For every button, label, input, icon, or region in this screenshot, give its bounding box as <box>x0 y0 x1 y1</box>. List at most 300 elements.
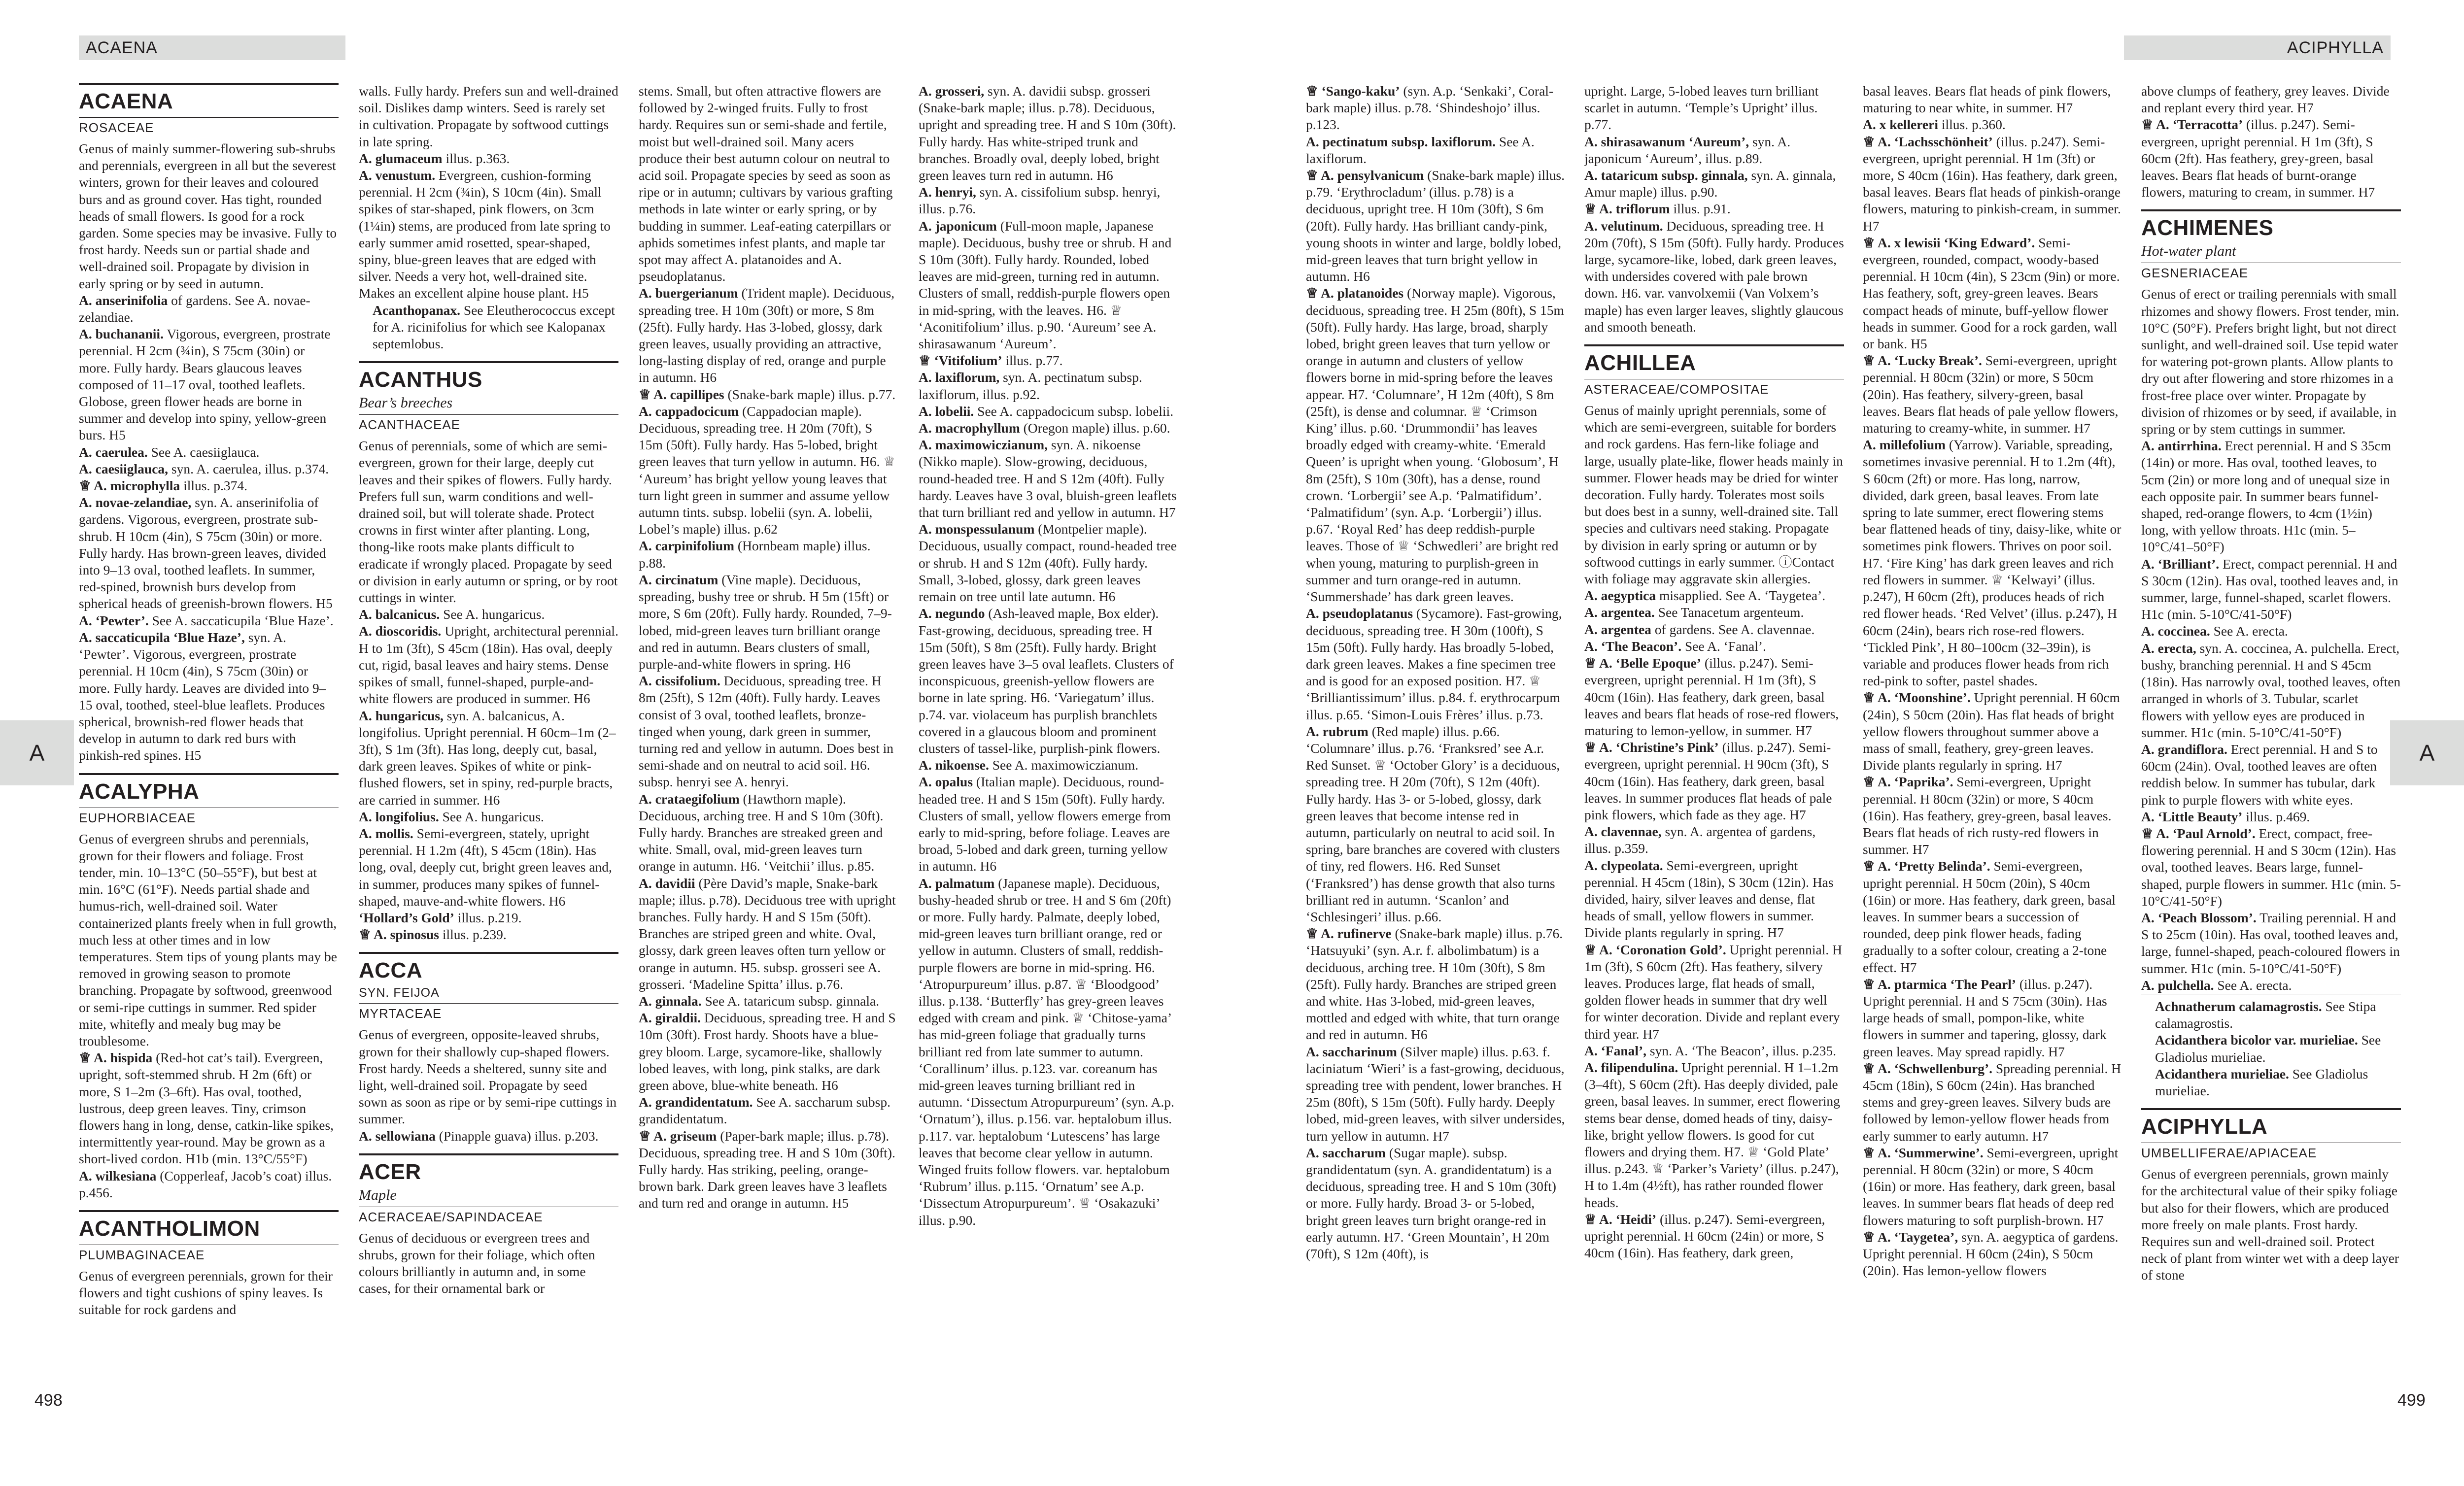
plant-entry <box>2141 438 2401 555</box>
plant-entry <box>1584 201 1844 217</box>
entry-text: (illus. p.247). Semi-evergreen, upright perennial. H 1m (3ft), S 60cm (2ft). Has feathery, grey-green, basal leaves. Bears flat heads of burnt-orange flowers, maturing to cream, in summer. H7 <box>2141 117 2375 200</box>
entry-text: (Yarrow). Variable, spreading, sometimes invasive perennial. H to 1.2m (4ft), S 60cm (2ft) or more. Has long, narrow, divided, dark green, basal leaves. From late spring to late summer, erect flowering stems bear flattened heads of tiny, daisy-like, white or sometimes pink flowers. Thrives on poor soil. H7. ‘Fire King’ has dark green leaves and rich red flowers in summer. ♕ ‘Kelwayi’ (illus. p.247), H 60cm (2ft), produces heads of rich red flower heads. ‘Red Velvet’ (illus. p.247), H 60cm (24in), bears rich rose-red flowers. ‘Tickled Pink’, H 80–100cm (32–39in), is variable and produces flower heads from rich red-pink to softer, pastel shades. <box>1863 437 2122 689</box>
entry-name: A. velutinum. <box>1584 218 1663 234</box>
plant-entry <box>919 757 1178 774</box>
entry-text: See A. erecta. <box>2214 977 2292 993</box>
entry-text: syn. A. caerulea, illus. p.374. <box>168 461 329 476</box>
entry-name: A. wilkesiana <box>79 1168 157 1183</box>
entry-text: See A. saccharum subsp. grandidentatum. <box>639 1094 891 1127</box>
entry-name: A. coccinea. <box>2141 623 2210 639</box>
family-name: ACANTHACEAE <box>359 414 618 434</box>
entry-name: Acidanthera bicolor var. murieliae. <box>2155 1032 2358 1048</box>
entry-text: (Silver maple) illus. p.63. f. laciniatum ‘Wieri’ is a fast-growing, deciduous, spreading tree with pendent, lower branches. H 25m (80ft), S 15m (50ft). Fully hardy. Deeply lobed, mid-green leaves, with silver undersides, turn yellow in autumn. H7 <box>1306 1044 1565 1144</box>
genus-heading: ACANTHUS <box>359 361 618 394</box>
entry-name: A. shirasawanum ‘Aureum’, <box>1584 134 1749 149</box>
plant-entry <box>1306 723 1566 925</box>
page-number: 499 <box>2397 1391 2426 1410</box>
entry-name: ♕ ‘Sango-kaku’ <box>1306 83 1400 99</box>
plant-entry <box>2141 83 2401 116</box>
entry-text: See A. hungaricus. <box>440 607 545 622</box>
family-name: GESNERIACEAE <box>2141 263 2401 282</box>
entry-name: A. mollis. <box>359 825 413 841</box>
entry-name: A. tataricum subsp. ginnala, <box>1584 168 1748 183</box>
entry-name: Acidanthera murieliae. <box>2155 1066 2289 1081</box>
entry-text: See A. ‘Fanal’. <box>1681 638 1766 654</box>
genus-description: Genus of mainly upright perennials, some of which are semi-evergreen, suitable for borders and rock gardens. Has fern-like foliage and large, usually plate-like, flower heads mainly in summer. Flower heads may be dried for winter decoration. Fully hardy. Tolerates most soils but does best in a sunny, well-drained site. Tall species and cultivars need staking. Propagate by division in early spring or autumn or by softwood cuttings in early summer. ⓘContact with foliage may aggravate skin allergies. <box>1584 403 1843 587</box>
entry-text: Erect, compact, free-flowering perennial. H and S 30cm (12in). Has oval, toothed leaves. Bears large, funnel-shaped, purple flowers in summer. H1c (min. 5-10°C/41-50°F) <box>2141 825 2401 909</box>
entry-name: ♕ A. platanoides <box>1306 285 1404 301</box>
plant-entry <box>1306 1145 1566 1262</box>
text-column <box>1863 83 2122 1423</box>
entry-name: A. argentea <box>1584 621 1651 637</box>
entry-name: A. aegyptica <box>1584 588 1656 604</box>
entry-name: ♕ A. ‘Christine’s Pink’ <box>1584 740 1719 755</box>
section-tab: A <box>0 720 74 785</box>
entry-name: A. cissifolium. <box>639 673 720 689</box>
entry-name: A. novae-zelandiae, <box>79 495 192 510</box>
entry-name: A. ‘Brilliant’. <box>2141 556 2220 572</box>
entry-text: (Red-hot cat’s tail). Evergreen, upright, soft-stemmed shrub. H 2m (6ft) or more, S 1–2m (3–6ft). Has oval, toothed, lustrous, deep green leaves. Tiny, crimson flowers hang in long, dense, catkin-like spikes, intermittently year-round. May be grown as a short-lived cordon. H1b (min. 13°C/55°F) <box>79 1050 334 1167</box>
entry-name: A. x kellereri <box>1863 117 1938 133</box>
plant-entry <box>79 292 339 326</box>
entry-text: (illus. p.247). Semi-evergreen, upright perennial. H 1m (3ft) or more, S 40cm (16in). Has feathery, dark green, basal leaves. Bears flat heads of pinkish-orange flowers, maturing to pinkish-cream, in summer. H7 <box>1863 134 2121 234</box>
entry-name: ♕ A. rufinerve <box>1306 926 1392 942</box>
entry-text: (Montpelier maple). Deciduous, usually compact, round-headed tree or shrub. H and S 12m (40ft). Fully hardy. Small, 3-lobed, glossy, dark green leaves remain on tree until late autumn. H6 <box>919 521 1177 605</box>
genus-heading: ACHILLEA <box>1584 344 1844 377</box>
entry-text: (Paper-bark maple; illus. p.78). Deciduous, spreading tree. H and S 10m (30ft). Fully hardy. Has striking, peeling, orange-brown bark. Dark green leaves have 3 leaflets and turn red and orange in autumn. H5 <box>639 1128 895 1211</box>
entry-name: A. ‘The Beacon’. <box>1584 638 1682 654</box>
plant-entry <box>919 774 1178 875</box>
plant-entry <box>919 420 1178 437</box>
entry-name: A. erecta, <box>2141 640 2196 656</box>
plant-entry <box>639 1010 898 1094</box>
plant-entry <box>639 285 898 386</box>
entry-name: A. laxiflorum, <box>919 370 1000 385</box>
plant-entry <box>1584 1043 1844 1059</box>
entry-text: walls. Fully hardy. Prefers sun and well-drained soil. Dislikes damp winters. Seed is rarely set in cultivation. Propagate by softwood cuttings in late spring. <box>359 83 618 149</box>
entry-text: basal leaves. Bears flat heads of pink flowers, maturing to near white, in summer. H7 <box>1863 83 2111 116</box>
entry-name: A. venustum. <box>359 168 436 183</box>
entry-text: upright. Large, 5-lobed leaves turn brilliant scarlet in autumn. ‘Temple’s Upright’ illus. p.77. <box>1584 83 1819 133</box>
plant-entry <box>1584 857 1844 942</box>
entry-name: A. grandidentatum. <box>639 1094 753 1110</box>
plant-entry <box>919 403 1178 420</box>
entry-text: (illus. p.247). Semi-evergreen, upright perennial. H 60cm (24in) or more, S 40cm (16in). Has feathery, dark green, <box>1584 1211 1825 1261</box>
entry-text: (Cappadocian maple). Deciduous, spreading tree. H 20m (70ft), S 15m (50ft). Fully hardy. Has 5-lobed, bright green leaves that turn yellow in autumn. H6. ♕ ‘Aureum’ has bright yellow young leaves that turn light green in summer and assume yellow autumn tints. subsp. lobelii (syn. A. lobelii, Lobel’s maple) illus. p.62 <box>639 403 896 537</box>
entry-text: Upright perennial. H 1m (3ft), S 60cm (2ft). Has feathery, silvery leaves. Produces large, flat heads of small, golden flower heads in summer that dry well for winter decoration. Divide and replant every third year. H7 <box>1584 942 1842 1042</box>
entry-name: A. cappadocicum <box>639 403 739 419</box>
entry-text: Upright perennial. H 1–1.2m (3–4ft), S 60cm (2ft). Has deeply divided, pale green, basal leaves. In summer, erect flowering stems bear dense, domed heads of tiny, daisy-like, bright yellow flowers. Is good for cut flowers and drying them. H7. ♕ ‘Gold Plate’ illus. p.243. ♕ ‘Parker’s Variety’ (illus. p.247), H to 1.4m (4½ft), has rather rounded flower heads. <box>1584 1059 1840 1210</box>
entry-text: (Snake-bark maple) illus. p.79. ‘Erythrocladum’ (illus. p.78) is a deciduous, upright tree. H 10m (30ft), S 6m (20ft). Fully hardy. Has brilliant candy-pink, young shoots in winter and large, boldly lobed, mid-green leaves that turn bright yellow in autumn. H6 <box>1306 168 1565 284</box>
entry-text: Deciduous, spreading tree. H 20m (70ft), S 15m (50ft). Fully hardy. Produces large, sycamore-like, lobed, dark green leaves, with undersides covered with pale brown down. H6. var. vanvolxemii (Van Volxem’s maple) has even larger leaves, slightly glaucous and smooth beneath. <box>1584 218 1844 335</box>
entry-name: A. clypeolata. <box>1584 857 1663 873</box>
entry-name: Achnatherum calamagrostis. <box>2155 998 2322 1014</box>
plant-entry <box>79 494 339 612</box>
plant-entry <box>919 218 1178 353</box>
plant-entry <box>639 1128 898 1212</box>
plant-entry <box>79 612 339 629</box>
entry-text: (illus. p.247). Semi-evergreen, upright perennial. H 1m (3ft), S 40cm (16in). Has feathery, dark green, basal leaves and bears flat heads of rose-red flowers, maturing to lemon-yellow, in summer. H7 <box>1584 655 1839 738</box>
entry-text: syn. A. aegyptica of gardens. Upright perennial. H 60cm (24in), S 50cm (20in). Has lemon-yellow flowers <box>1863 1229 2119 1279</box>
entry-text: (Sycamore). Fast-growing, deciduous, spreading tree. H 30m (100ft), S 15m (50ft). Fully hardy. Has broadly 5-lobed, dark green leaves. Makes a fine specimen tree and is good for an exposed position. H7. ♕ ‘Brilliantissimum’ illus. p.84. f. erythrocarpum illus. p.65. ‘Simon-Louis Frères’ illus. p.73. <box>1306 606 1562 722</box>
genus-heading: ACCA <box>359 952 618 984</box>
entry-text: Erect perennial. H and S 35cm (14in) or more. Has oval, toothed leaves, to 5cm (2in) or more long and of unequal size in each opposite pair. In summer bears funnel-shaped, red-orange flowers, to 4cm (1½in) long, with yellow throats. H1c (min. 5–10°C/41–50°F) <box>2141 438 2392 555</box>
entry-text: illus. p.219. <box>454 910 522 925</box>
genus-heading: ACIPHYLLA <box>2141 1108 2401 1141</box>
entry-text: (Vine maple). Deciduous, spreading, bushy tree or shrub. H 5m (15ft) or more, S 6m (20ft). Fully hardy. Rounded, 7–9-lobed, mid-green leaves turn brilliant orange and red in autumn. Bears clusters of small, purple-and-white flowers in spring. H6 <box>639 572 892 672</box>
entry-text: syn. A. argentea of gardens, illus. p.359. <box>1584 824 1816 856</box>
family-name: PLUMBAGINACEAE <box>79 1245 339 1264</box>
entry-text: (Snake-bark maple) illus. p.76. ‘Hatsuyuki’ (syn. A.r. f. albolimbatum) is a deciduous, arching tree. H 10m (30ft), S 8m (25ft). Fully hardy. Branches are striped green and white. Has 3-lobed, mid-green leaves, mottled and edged with white, that turn orange and red in autumn. H6 <box>1306 926 1563 1043</box>
plant-entry <box>1306 167 1566 285</box>
entry-text: Trailing perennial. H and S to 25cm (10in). Has oval, toothed leaves and, large, funnel-shaped, peach-coloured flowers in summer. H1c (min. 5-10°C/41-50°F) <box>2141 910 2400 976</box>
cross-reference <box>2141 994 2401 1032</box>
plant-entry <box>639 1094 898 1127</box>
plant-entry <box>919 184 1178 217</box>
entry-name: A. ‘Peach Blossom’. <box>2141 910 2257 925</box>
plant-entry <box>1863 437 2122 689</box>
entry-name: ‘Hollard’s Gold’ <box>359 910 454 925</box>
text-column <box>2141 83 2401 1423</box>
plant-entry <box>1584 587 1844 604</box>
entry-name: A. sellowiana <box>359 1128 436 1144</box>
plant-entry <box>359 83 618 150</box>
plant-entry <box>639 791 898 875</box>
entry-name: A. negundo <box>919 606 985 621</box>
plant-entry <box>639 83 898 285</box>
plant-entry <box>79 444 339 461</box>
page-number: 498 <box>34 1391 63 1410</box>
common-name: Hot-water plant <box>2141 243 2236 260</box>
entry-text: (Italian maple). Deciduous, round-headed tree. H and S 15m (50ft). Fully hardy. Clusters of small, yellow flowers emerge from early to mid-spring, before foliage. Leaves are broad, 5-lobed and dark green, turning yellow in autumn. H6 <box>919 774 1171 874</box>
entry-text: illus. p.77. <box>1002 353 1063 369</box>
entry-text: (Japanese maple). Deciduous, bushy-headed shrub or tree. H and S 6m (20ft) or more. Fully hardy. Palmate, deeply lobed, mid-green leaves turn brilliant orange, red or yellow in autumn. Clusters of small, reddish-purple flowers are borne in mid-spring. H6. ‘Atropurpureum’ illus. p.87. ♕ ‘Bloodgood’ illus. p.138. ‘Butterfly’ has grey-green leaves edged with cream and pink. ♕ ‘Chitose-yama’ has mid-green foliage that gradually turns brilliant red from late summer to autumn. ‘Corallinum’ illus. p.123. var. coreanum has mid-green leaves turning brilliant red in autumn. ‘Dissectum Atropurpureum’ (syn. A.p. ‘Ornatum’), illus. p.156. var. heptalobum illus. p.117. var. heptalobum ‘Lutescens’ has large leaves that become clear yellow in autumn. Winged fruits follow flowers. var. heptalobum ‘Rubrum’ illus. p.115. ‘Ornatum’ see A.p. ‘Dissectum Atropurpureum’. ♕ ‘Osakazuki’ illus. p.90. <box>919 875 1174 1228</box>
entry-name: A. clavennae, <box>1584 824 1662 840</box>
entry-name: A. grosseri, <box>919 83 985 99</box>
plant-entry <box>639 673 898 790</box>
entry-name: A. rubrum <box>1306 723 1369 739</box>
plant-entry <box>79 1049 339 1167</box>
entry-text: (Hornbeam maple) illus. p.88. <box>639 538 871 571</box>
entry-text: (Norway maple). Vigorous, deciduous, spreading tree. H 25m (80ft), S 15m (50ft). Fully hardy. Has large, broad, sharply lobed, bright green leaves that turn yellow or orange in autumn and clusters of yellow flowers borne in mid-spring before the leaves appear. H7. ‘Columnare’, H 12m (40ft), S 8m (25ft), is dense and columnar. ♕ ‘Crimson King’ illus. p.60. ‘Drummondii’ has leaves broadly edged with creamy-white. ‘Emerald Queen’ is upright when young. ‘Globosum’, H 8m (25ft), S 10m (30ft), has a dense, round crown. ‘Lorbergii’ see A.p. ‘Palmatifidum’. ‘Palmatifidum’ (syn. A.p. ‘Lorbergii’) illus. p.67. ‘Royal Red’ has deep reddish-purple leaves. Those of ♕ ‘Schwedleri’ are bright red when young, maturing to purplish-green in summer and turn orange-red in autumn. ‘Summershade’ has dark green leaves. <box>1306 285 1564 605</box>
entry-text: See A. tataricum subsp. ginnala. <box>701 993 880 1009</box>
entry-text: Upright perennial. H 60cm (24in), S 50cm (20in). Has flat heads of bright yellow flowers throughout summer above a mass of small, feathery, grey-green leaves. Divide plants regularly in spring. H7 <box>1863 690 2120 773</box>
plant-entry <box>2141 910 2401 977</box>
plant-entry <box>1306 605 1566 723</box>
family-name: ROSACEAE <box>79 117 339 136</box>
entry-name: ♕ A. capillipes <box>639 386 724 402</box>
entry-name: ♕ A. griseum <box>639 1128 717 1144</box>
entry-text: (Ash-leaved maple, Box elder). Fast-growing, deciduous, spreading tree. H 15m (50ft), S 8m (25ft). Fully hardy. Bright green leaves have 3–5 oval leaflets. Clusters of inconspicuous, greenish-yellow flowers are borne in late spring. H6. ‘Variegatum’ illus. p.74. var. violaceum has purplish branchlets covered in a glaucous bloom and prominent clusters of tassel-like, purplish-pink flowers. <box>919 606 1174 756</box>
entry-text: (illus. p.247). Upright perennial. H and S 75cm (30in). Has large heads of small, pompon-like, white flowers in summer and tapering, glossy, dark green leaves. May spread rapidly. H7 <box>1863 976 2107 1059</box>
entry-text: (Oregon maple) illus. p.60. <box>1020 420 1170 436</box>
entry-text: See Eleutherococcus except for A. ricinifolius for which see Kalopanax septemlobus. <box>373 302 615 352</box>
plant-entry <box>359 150 618 167</box>
plant-entry <box>1584 621 1844 638</box>
plant-entry <box>1863 1145 2122 1229</box>
entry-name: A. filipendulina. <box>1584 1059 1678 1075</box>
plant-entry <box>1584 83 1844 134</box>
entry-text: illus. p.91. <box>1670 201 1731 217</box>
family-name: ASTERACEAE/COMPOSITAE <box>1584 379 1844 398</box>
entry-name: A. balcanicus. <box>359 607 440 622</box>
cross-reference <box>359 302 618 353</box>
entry-name: A. saccharum <box>1306 1145 1386 1160</box>
entry-text: Erect perennial. H and S to 60cm (24in). Oval, toothed leaves are often reddish below. In summer has tubular, dark pink to purple flowers with white eyes. <box>2141 741 2378 808</box>
entry-name: Acanthopanax. <box>373 302 461 318</box>
entry-text: See A. hungaricus. <box>439 809 544 824</box>
plant-entry <box>919 83 1178 184</box>
entry-text: syn. A. ‘Pewter’. Vigorous, evergreen, prostrate perennial. H 10cm (4in), S 75cm (30in) or more. Fully hardy. Leaves are divided into 9–15 oval, toothed, steel-blue leaflets. Produces spherical, brownish-red flower heads that develop in autumn to dark red burs with pinkish-red spines. H5 <box>79 629 326 763</box>
plant-entry <box>1584 823 1844 857</box>
plant-entry <box>919 352 1178 369</box>
entry-text: (Copperleaf, Jacob’s coat) illus. p.456. <box>79 1168 332 1200</box>
entry-name: A. ‘Little Beauty’ <box>2141 809 2243 824</box>
entry-text: (syn. A.p. ‘Senkaki’, Coral-bark maple) illus. p.78. ‘Shindeshojo’ illus. p.123. <box>1306 83 1554 133</box>
entry-name: A. davidii <box>639 875 695 891</box>
entry-name: ♕ A. ptarmica ‘The Pearl’ <box>1863 976 2017 992</box>
entry-text: Erect, compact perennial. H and S 30cm (12in). Has oval, toothed leaves and, in summer, large, funnel-shaped, scarlet flowers. H1c (min. 5-10°C/41-50°F) <box>2141 556 2398 622</box>
plant-entry <box>1863 858 2122 976</box>
entry-name: A. maximowiczianum, <box>919 437 1048 453</box>
plant-entry <box>1863 352 2122 437</box>
plant-entry <box>919 369 1178 403</box>
plant-entry <box>1306 925 1566 1043</box>
text-column <box>1306 83 1566 1423</box>
plant-entry <box>359 825 618 910</box>
entry-text: See A. erecta. <box>2210 623 2288 639</box>
entry-name: A. monspessulanum <box>919 521 1035 537</box>
entry-text: syn. A. japonicum ‘Aureum’, illus. p.89. <box>1584 134 1791 166</box>
entry-text: of gardens. See A. clavennae. <box>1651 621 1815 637</box>
entry-text: illus. p.363. <box>442 150 510 166</box>
plant-entry <box>639 386 898 403</box>
entry-text: See A. cappadocicum subsp. lobelii. <box>974 403 1174 419</box>
right-page <box>1232 0 2464 1486</box>
plant-entry <box>79 629 339 764</box>
plant-entry <box>79 477 339 494</box>
entry-name: A. millefolium <box>1863 437 1946 453</box>
entry-text: syn. A. nikoense (Nikko maple). Slow-growing, deciduous, round-headed tree. H and S 12m (40ft). Fully hardy. Leaves have 3 oval, bluish-green leaflets that turn brilliant red and yellow in autumn. H7 <box>919 437 1177 520</box>
entry-name: ♕ A. ‘Pretty Belinda’. <box>1863 858 1990 874</box>
genus-heading: ACER <box>359 1153 618 1186</box>
entry-text: See A. laxiflorum. <box>1306 134 1535 166</box>
plant-entry <box>1306 1044 1566 1145</box>
entry-text: Semi-evergreen, Upright perennial. H 80cm (32in) or more, S 40cm (16in). Has feathery, grey-green, basal leaves. Bears flat heads of rich rusty-red flowers in summer. H7 <box>1863 774 2112 857</box>
entry-name: ♕ A. pensylvanicum <box>1306 168 1424 183</box>
entry-text: (Snake-bark maple) illus. p.77. <box>724 386 896 402</box>
entry-name: ♕ A. x lewisii ‘King Edward’. <box>1863 235 2035 250</box>
cross-reference <box>2141 1066 2401 1099</box>
entry-text: syn. A. balcanicus, A. longifolius. Upright perennial. H 60cm–1m (2–3ft), S 1m (3ft). Has long, deeply cut, basal, dark green leaves. Spikes of white or pink-flushed flowers, set in spiny, red-purple bracts, are carried in summer. H6 <box>359 708 616 808</box>
text-column <box>919 83 1178 1423</box>
entry-text: See A. maximowiczianum. <box>989 757 1139 773</box>
plant-entry <box>79 326 339 443</box>
plant-entry <box>1306 134 1566 167</box>
plant-entry <box>639 538 898 571</box>
plant-entry <box>919 875 1178 1229</box>
genus-description: Genus of erect or trailing perennials with small rhizomes and showy flowers. Frost tender, min. 10°C (50°F). Prefers bright light, but not direct sunlight, and well-drained soil. Use tepid water for watering pot-grown plants. Allow plants to dry out after flowering and store rhizomes in a frost-free place over winter. Propagate by division of rhizomes or by seed, if available, in spring or by stem cuttings in summer. <box>2141 286 2399 437</box>
entry-text: See Tanacetum argenteum. <box>1654 605 1804 620</box>
entry-text: Vigorous, evergreen, prostrate perennial. H 2cm (¾in), S 75cm (30in) or more. Fully hardy. Bears glaucous leaves composed of 11–17 oval, toothed leaflets. Globose, green flower heads are borne in summer and develop into spiny, yellow-green burs. H5 <box>79 326 331 443</box>
entry-name: ♕ A. ‘Paprika’. <box>1863 774 1953 790</box>
plant-entry <box>1584 1059 1844 1211</box>
plant-entry <box>2141 741 2401 809</box>
cross-reference <box>2141 1032 2401 1065</box>
entry-text: (Pinapple guava) illus. p.203. <box>435 1128 599 1144</box>
entry-name: A. pseudoplatanus <box>1306 606 1413 621</box>
entry-text: Spreading perennial. H 45cm (18in), S 60cm (24in). Has branched stems and grey-green leaves. Silvery buds are followed by lemon-yellow flower heads from early summer to early autumn. H7 <box>1863 1060 2122 1144</box>
entry-text: See A. caesiiglauca. <box>147 444 260 460</box>
entry-name: ♕ A. ‘Heidi’ <box>1584 1211 1657 1227</box>
entry-text: (Père David’s maple, Snake-bark maple; illus. p.78). Deciduous tree with upright branches. Fully hardy. H and S 15m (50ft). Branches are striped green and white. Oval, glossy, dark green leaves often turn yellow or orange in autumn. H5. subsp. grosseri see A. grosseri. ‘Madeline Spitta’ illus. p.76. <box>639 875 896 992</box>
plant-entry <box>2141 825 2401 910</box>
plant-entry <box>2141 640 2401 741</box>
entry-name: A. caerulea. <box>79 444 148 460</box>
entry-text: (Hawthorn maple). Deciduous, arching tree. H and S 10m (30ft). Fully hardy. Branches are streaked green and white. Small, oval, mid-green leaves turn orange in autumn. H6. ‘Veitchii’ illus. p.85. <box>639 791 884 874</box>
entry-name: ♕ A. ‘Lucky Break’. <box>1863 353 1982 369</box>
entry-name: A. buchananii. <box>79 326 164 342</box>
entry-text: stems. Small, but often attractive flowers are followed by 2-winged fruits. Fully to frost hardy. Requires sun or semi-shade and fertile, moist but well-drained soil. Many acers produce their best autumn colour on neutral to acid soil. Propagate species by seed as soon as ripe or in autumn; cultivars by various grafting methods in late winter or early spring, or by budding in summer. Leaf-eating caterpillars or aphids sometimes infest plants, and maple tar spot may affect A. platanoides and A. pseudoplatanus. <box>639 83 893 284</box>
plant-entry <box>79 461 339 477</box>
common-name: Bear’s breeches <box>359 395 453 411</box>
entry-name: ♕ A. microphylla <box>79 478 180 494</box>
entry-text: (Sugar maple). subsp. grandidentatum (syn. A. grandidentatum) is a deciduous, spreading tree. H and S 10m (30ft) or more. Fully hardy. Broad 3- or 5-lobed, bright green leaves turn bright orange-red in early autumn. H7. ‘Green Mountain’, H 20m (70ft), S 12m (40ft), is <box>1306 1145 1556 1262</box>
entry-name: A. dioscoridis. <box>359 623 442 639</box>
plant-entry <box>2141 977 2401 994</box>
entry-text: misapplied. See A. ‘Taygetea’. <box>1656 588 1826 604</box>
plant-entry <box>359 708 618 809</box>
genus-description: Genus of evergreen, opposite-leaved shrubs, grown for their shallowly cup-shaped flowers. Frost hardy. Needs a sheltered, sunny site and light, well-drained soil. Propagate by seed sown as soon as ripe or by semi-ripe cuttings in summer. <box>359 1027 617 1127</box>
plant-entry <box>1863 83 2122 116</box>
entry-name: A. longifolius. <box>359 809 439 824</box>
family-name: ACERACEAE/SAPINDACEAE <box>359 1207 618 1226</box>
genus-description: Genus of deciduous or evergreen trees and shrubs, grown for their foliage, which often colours brilliantly in autumn and, in some cases, for their ornamental bark or <box>359 1230 595 1296</box>
entry-name: A. circinatum <box>639 572 719 587</box>
genus-description: Genus of evergreen perennials, grown mainly for the architectural value of their spiky foliage but also for their flowers, which are produced more freely on male plants. Frost hardy. Requires sun and well-drained soil. Protect neck of plant from winter wet with a deep layer of stone <box>2141 1166 2399 1283</box>
entry-text: (Red maple) illus. p.66. ‘Columnare’ illus. p.76. ‘Franksred’ see A.r. Red Sunset. ♕ ‘October Glory’ is a deciduous, spreading tree. H 20m (70ft), S 12m (40ft). Fully hardy. Has 3- or 5-lobed, glossy, dark green leaves that become intense red in autumn, particularly on neutral to acid soil. In spring, bare branches are covered with clusters of tiny, red flowers. H6. Red Sunset (‘Franksred’) has dense growth that also turns brilliant red in autumn. ‘Scanlon’ and ‘Schlesingeri’ illus. p.66. <box>1306 723 1560 924</box>
plant-entry <box>1584 739 1844 823</box>
entry-text: syn. A. anserinifolia of gardens. Vigorous, evergreen, prostrate sub-shrub. H 10cm (4in), S 75cm (30in) or more. Fully hardy. Has brown-green leaves, divided into 9–13 oval, toothed leaflets. In summer, red-spined, brownish burs develop from spherical heads of greenish-brown flowers. H5 <box>79 495 333 611</box>
text-column <box>639 83 898 1423</box>
plant-entry <box>1584 1211 1844 1262</box>
entry-text: illus. p.469. <box>2242 809 2310 824</box>
entry-text: Semi-evergreen, rounded, compact, woody-based perennial. H 10cm (4in), S 23cm (9in) or more. Has feathery, soft, grey-green leaves. Bears compact heads of minute, buff-yellow flower heads in summer. Good for a rock garden, wall or bank. H5 <box>1863 235 2120 352</box>
entry-name: ♕ A. ‘Belle Epoque’ <box>1584 655 1702 671</box>
genus-heading: ACALYPHA <box>79 773 339 806</box>
entry-name: A. ginnala. <box>639 993 702 1009</box>
entry-name: A. caesiiglauca, <box>79 461 169 476</box>
entry-name: A. carpinifolium <box>639 538 735 554</box>
entry-text: (illus. p.247). Semi-evergreen, upright perennial. H 90cm (3ft), S 40cm (16in). Has feathery, dark green, basal leaves. In summer produces flat heads of pale pink flowers, which fade as they age. H7 <box>1584 740 1832 822</box>
entry-name: ♕ A. triflorum <box>1584 201 1670 217</box>
entry-text: See A. saccaticupila ‘Blue Haze’. <box>148 612 334 628</box>
entry-text: syn. A. coccinea, A. pulchella. Erect, bushy, branching perennial. H and S 45cm (18in). Has narrowly oval, toothed leaves, often arranged in whorls of 3. Tubular, scarlet flowers with yellow eyes are produced in summer. H1c (min. 5-10°C/41-50°F) <box>2141 640 2401 740</box>
family-name: MYRTACEAE <box>359 1003 618 1022</box>
section-tab: A <box>2390 720 2464 785</box>
entry-name: A. opalus <box>919 774 973 790</box>
entry-text: syn. A. davidii subsp. grosseri (Snake-bark maple; illus. p.78). Deciduous, upright and spreading tree. H and S 10m (30ft). Fully hardy. Has white-striped trunk and branches. Broadly oval, deeply lobed, bright green leaves turn red in autumn. H6 <box>919 83 1176 183</box>
entry-name: ♕ A. ‘Moonshine’. <box>1863 690 1971 706</box>
entry-name: A. pulchella. <box>2141 977 2214 993</box>
plant-entry <box>639 875 898 993</box>
entry-text: Semi-evergreen, upright perennial. H 80cm (32in) or more, S 50cm (20in). Has feathery, silvery-green, basal leaves. Bears flat heads of pale yellow flowers, maturing to creamy-white, in summer. H7 <box>1863 353 2119 436</box>
entry-text: See Stipa calamagrostis. <box>2155 998 2376 1031</box>
entry-name: A. macrophyllum <box>919 420 1020 436</box>
plant-entry <box>919 437 1178 521</box>
genus-heading: ACAENA <box>79 83 339 115</box>
entry-name: A. anserinifolia <box>79 292 168 308</box>
entry-text: illus. p.360. <box>1938 117 2006 133</box>
entry-text: syn. A. ginnala, Amur maple) illus. p.90. <box>1584 168 1836 200</box>
entry-text: syn. A. pectinatum subsp. laxiflorum, illus. p.92. <box>919 370 1142 402</box>
genus-heading: ACHIMENES <box>2141 209 2401 242</box>
entry-text: syn. A. cissifolium subsp. henryi, illus. p.76. <box>919 184 1161 217</box>
genus-synonym: SYN. FEIJOA <box>359 986 440 1000</box>
entry-name: A. giraldii. <box>639 1010 701 1026</box>
plant-entry <box>1306 83 1566 134</box>
entry-name: ♕ A. ‘Coronation Gold’. <box>1584 942 1726 957</box>
plant-entry <box>359 809 618 825</box>
genus-description: Genus of mainly summer-flowering sub-shrubs and perennials, evergreen in all but the severest winters, grown for their leaves and coloured burs and as ground cover. Has tight, rounded heads of small flowers. Is good for a rock garden. Some species may be invasive. Fully to frost hardy. Needs sun or partial shade and well-drained soil. Propagate by division in early spring or by seed in autumn. <box>79 141 337 291</box>
plant-entry <box>359 926 618 943</box>
entry-text: Semi-evergreen, upright perennial. H 45cm (18in), S 30cm (12in). Has divided, hairy, silver leaves and dense, flat heads of small, yellow flowers in summer. Divide plants regularly in spring. H7 <box>1584 857 1834 941</box>
entry-text: See Gladiolus murieliae. <box>2155 1066 2368 1098</box>
entry-text: Upright, architectural perennial. H to 1m (3ft), S 45cm (18in). Has oval, deeply cut, rigid, basal leaves and hairy stems. Dense spikes of small, funnel-shaped, purple-and-white flowers are produced in summer. H6 <box>359 623 618 707</box>
entry-name: ♕ A. ‘Taygetea’, <box>1863 1229 1958 1245</box>
entry-name: A. lobelii. <box>919 403 974 419</box>
plant-entry <box>919 521 1178 605</box>
family-name: EUPHORBIACEAE <box>79 808 339 827</box>
entry-text: Semi-evergreen, upright perennial. H 50cm (20in), S 40cm (16in) or more. Has feathery, dark green, basal leaves. In summer bears a succession of rounded, deep pink flower heads, fading gradually to a softer colour, creating a 2-tone effect. H7 <box>1863 858 2116 975</box>
entry-text: See Gladiolus murieliae. <box>2155 1032 2381 1065</box>
entry-name: A. buergerianum <box>639 285 738 301</box>
entry-text: Evergreen, cushion-forming perennial. H 2cm (¾in), S 10cm (4in). Small spikes of star-shaped, pink flowers, on 3cm (1¼in) stems, are produced from late spring to early summer amid rosetted, spear-shaped, spiny, blue-green leaves that are edged with silver. Needs a very hot, well-drained site. Makes an excellent alpine house plant. H5 <box>359 168 611 301</box>
plant-entry <box>1863 1229 2122 1280</box>
plant-entry <box>1584 655 1844 739</box>
entry-name: A. antirrhina. <box>2141 438 2222 454</box>
entry-text: (Full-moon maple, Japanese maple). Deciduous, bushy tree or shrub. H and S 10m (30ft). Fully hardy. Rounded, lobed leaves are mid-green, turning red in autumn. Clusters of small, reddish-purple flowers open in mid-spring, with the leaves. H6. ♕ ‘Aconitifolium’ illus. p.90. ‘Aureum’ see A. shirasawanum ‘Aureum’. <box>919 218 1172 352</box>
entry-name: ♕ A. ‘Terracotta’ <box>2141 117 2243 133</box>
plant-entry <box>1863 134 2122 235</box>
entry-name: ♕ A. spinosus <box>359 927 439 943</box>
entry-text: illus. p.374. <box>180 478 247 494</box>
plant-entry <box>639 403 898 538</box>
entry-text: (Trident maple). Deciduous, spreading tree. H 10m (30ft) or more, S 8m (25ft). Fully hardy. Has 3-lobed, glossy, dark green leaves, usually providing an attractive, long-lasting display of red, orange and purple in autumn. H6 <box>639 285 895 385</box>
plant-entry <box>359 910 618 926</box>
plant-entry <box>1863 689 2122 774</box>
entry-name: A. crataegifolium <box>639 791 740 807</box>
entry-name: A. pectinatum subsp. laxiflorum. <box>1306 134 1496 149</box>
entry-text: syn. A. ‘The Beacon’, illus. p.235. <box>1646 1043 1836 1058</box>
entry-text: Deciduous, spreading tree. H and S 10m (30ft). Frost hardy. Shoots have a blue-grey bloom. Large, sycamore-like, shallowly lobed leaves, with long, pink stalks, are dark green above, blue-white beneath. H6 <box>639 1010 896 1093</box>
plant-entry <box>1863 1060 2122 1145</box>
entry-name: ♕ A. ‘Lachsschönheit’ <box>1863 134 1993 149</box>
entry-text: illus. p.239. <box>439 927 507 943</box>
entry-name: A. grandiflora. <box>2141 741 2227 757</box>
text-column <box>359 83 618 1423</box>
genus-description: Genus of evergreen perennials, grown for their flowers and tight cushions of spiny leaves. Is suitable for rock gardens and <box>79 1268 333 1317</box>
text-column <box>1584 83 1844 1423</box>
common-name: Maple <box>359 1186 397 1203</box>
plant-entry <box>2141 809 2401 825</box>
plant-entry <box>1863 116 2122 133</box>
plant-entry <box>1584 218 1844 336</box>
plant-entry <box>1584 604 1844 621</box>
entry-name: A. saccaticupila ‘Blue Haze’, <box>79 629 245 645</box>
plant-entry <box>1863 976 2122 1060</box>
plant-entry <box>1306 285 1566 605</box>
